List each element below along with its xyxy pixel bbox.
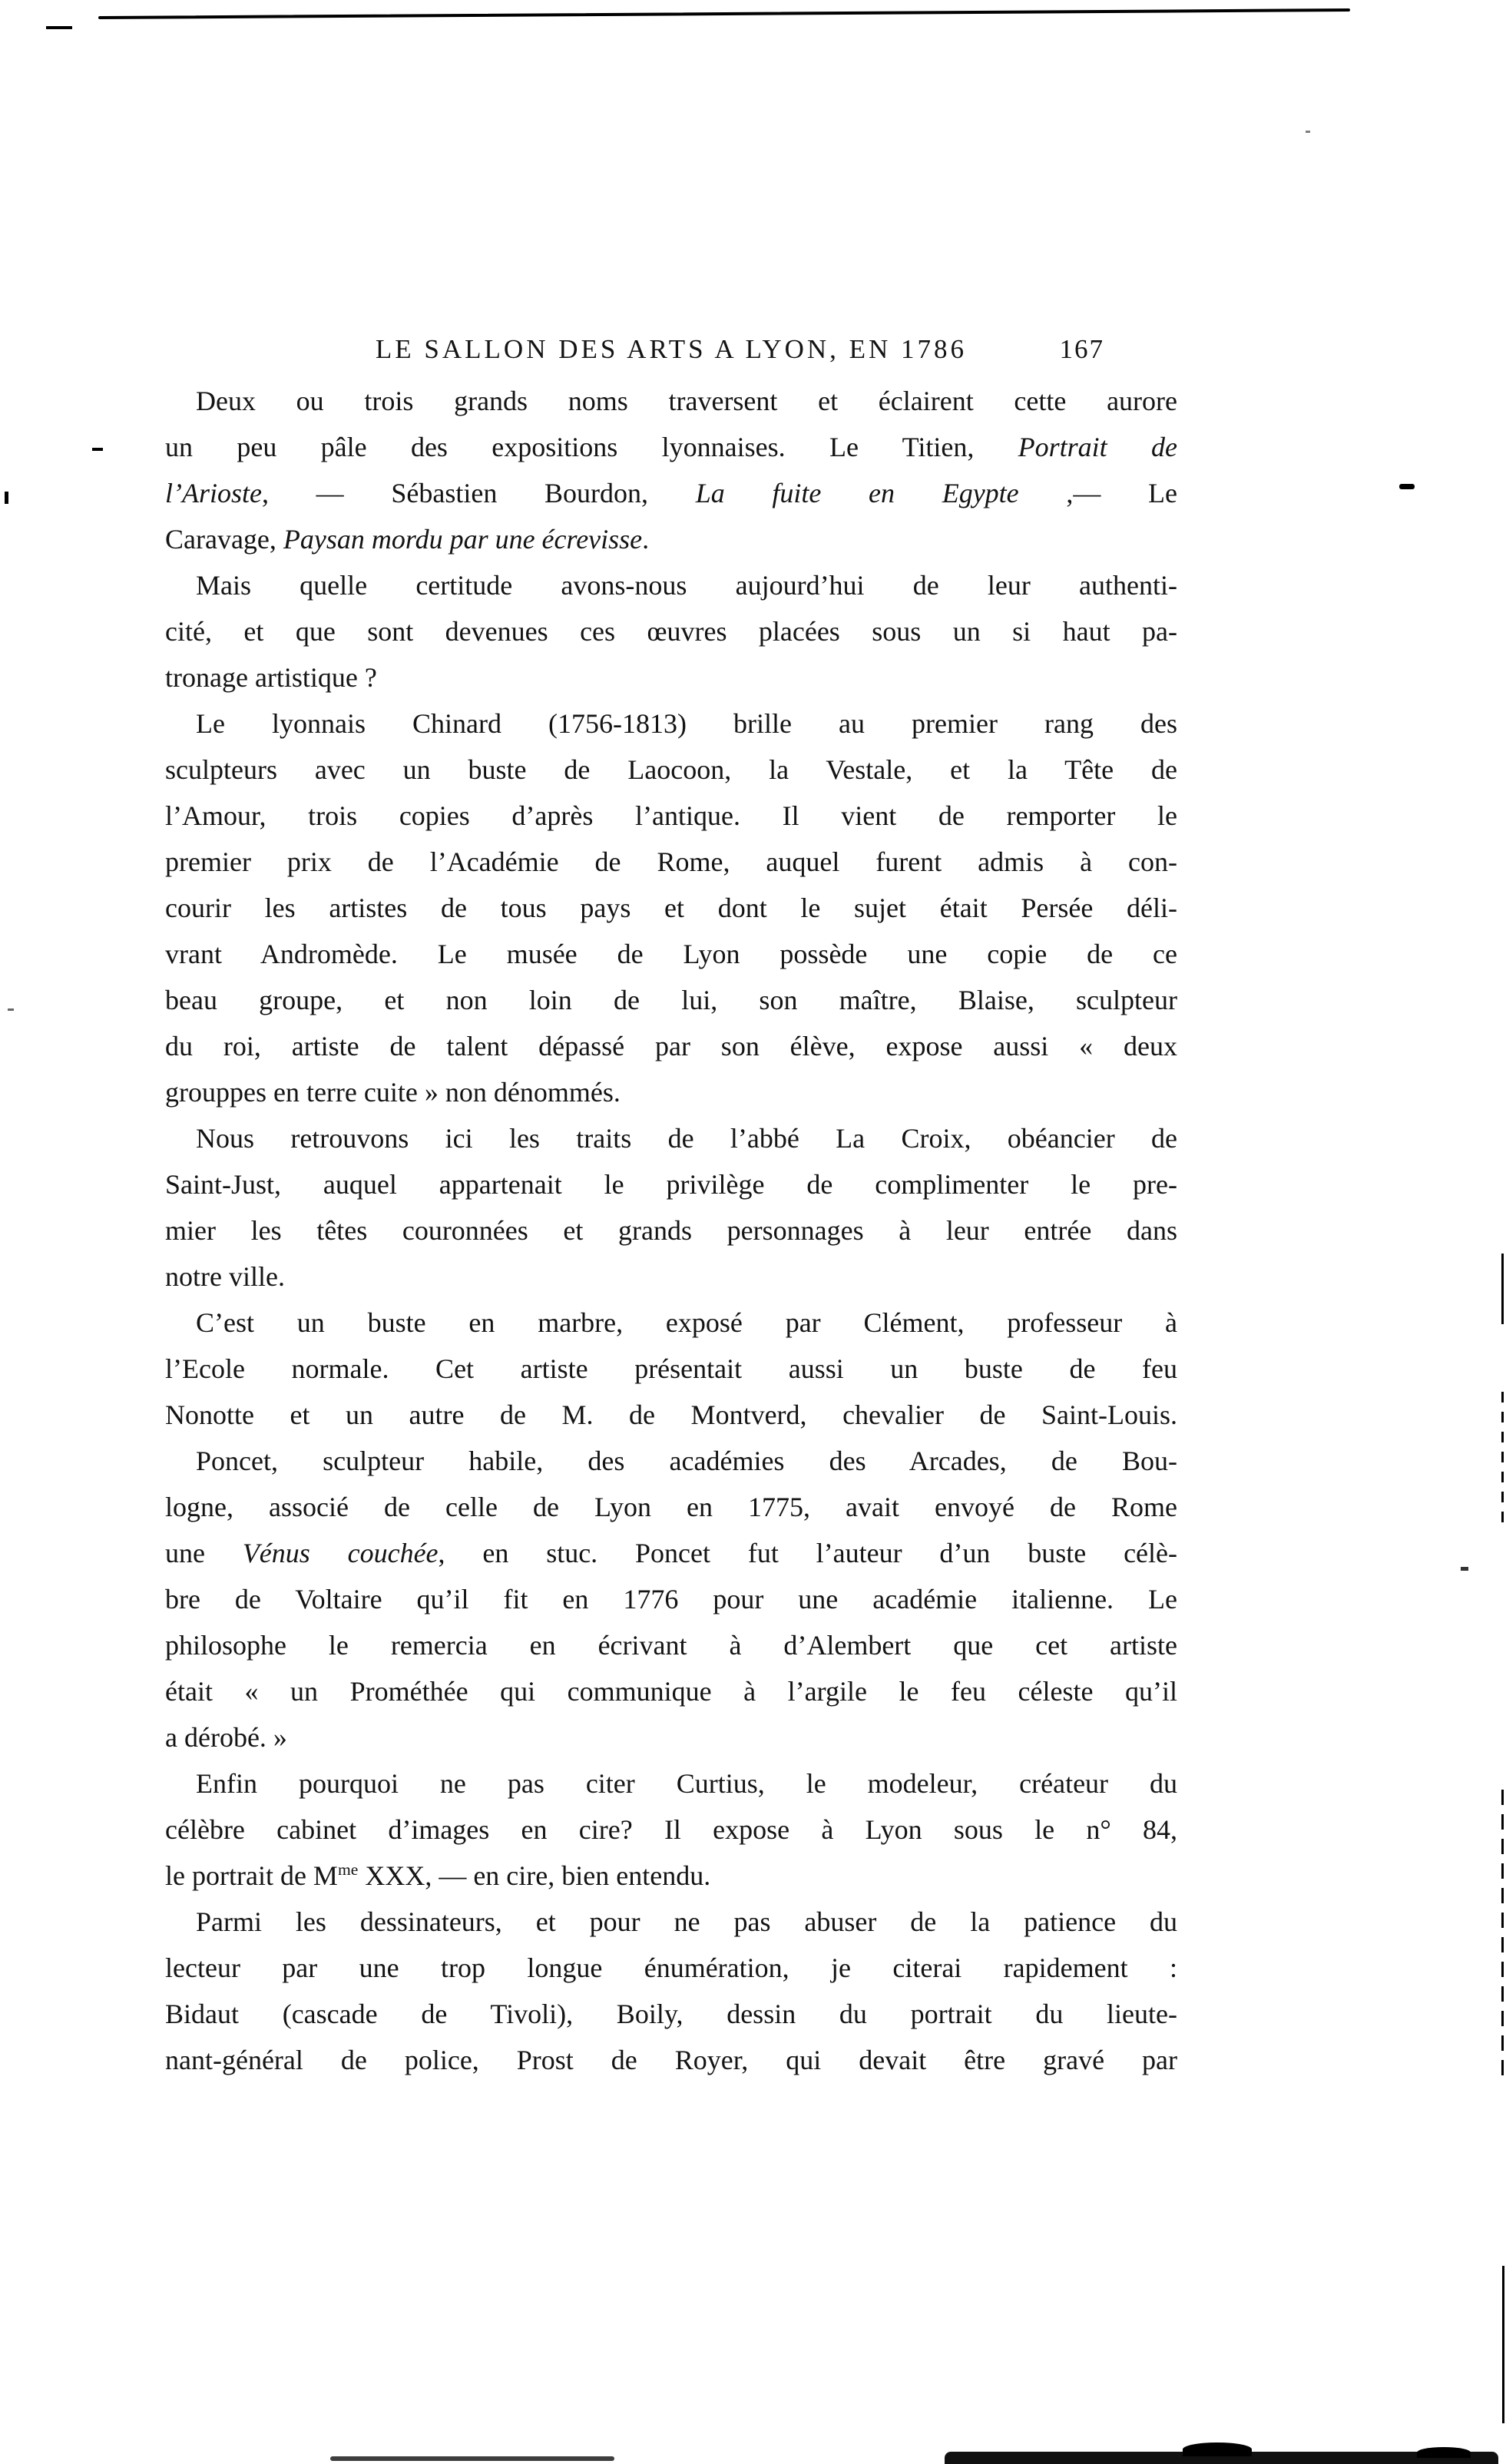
text-run: Nonotte et un autre de M. de Montverd, chevalier de Saint-Louis. bbox=[165, 1399, 1177, 1430]
text-run: grouppes en terre cuite » non dénommés. bbox=[165, 1077, 621, 1108]
text-line bbox=[165, 654, 1177, 700]
scan-artifact-speck bbox=[5, 492, 8, 504]
text-run: , — Sébastien Bourdon, bbox=[261, 478, 696, 508]
text-line bbox=[165, 516, 1177, 562]
text-run: . bbox=[642, 524, 650, 555]
page-title: LE SALLON DES ARTS A LYON, EN 1786 bbox=[375, 334, 968, 364]
running-header bbox=[165, 326, 1177, 373]
paragraph bbox=[165, 562, 1177, 700]
text-line bbox=[165, 1392, 1177, 1438]
text-run: Nous retrouvons ici les traits de l’abbé La Croix, obéancier de bbox=[196, 1123, 1177, 1154]
scan-artifact-bottom-smudge bbox=[1183, 2442, 1252, 2456]
text-line bbox=[165, 977, 1177, 1023]
text-run: Le lyonnais Chinard (1756-1813) brille au premier rang des bbox=[196, 708, 1177, 739]
text-run: Mais quelle certitude avons-nous aujourd’hui de leur authenti- bbox=[196, 570, 1177, 601]
scan-artifact-speck bbox=[1399, 484, 1415, 489]
text-line bbox=[165, 1254, 1177, 1300]
scan-artifact-right-margin-line bbox=[1501, 1392, 1504, 1530]
text-line bbox=[165, 931, 1177, 977]
text-run: lecteur par une trop longue énumération, je citerai rapidement : bbox=[165, 1952, 1177, 1983]
text-line bbox=[165, 1023, 1177, 1069]
text-run: a dérobé. » bbox=[165, 1722, 287, 1753]
italic-run: La fuite en Egypte bbox=[695, 478, 1019, 508]
text-line bbox=[165, 1207, 1177, 1254]
text-line bbox=[165, 747, 1177, 793]
text-run: premier prix de l’Académie de Rome, auquel furent admis à con- bbox=[165, 846, 1177, 877]
text-run: Caravage, bbox=[165, 524, 283, 555]
superscript-run: me bbox=[337, 1860, 359, 1879]
text-line bbox=[165, 1530, 1177, 1576]
text-line bbox=[165, 1714, 1177, 1760]
text-run: Deux ou trois grands noms traversent et éclairent cette aurore bbox=[196, 386, 1177, 416]
page-number: 167 bbox=[1059, 334, 1104, 364]
text-run: était « un Prométhée qui communique à l’argile le feu céleste qu’il bbox=[165, 1676, 1177, 1707]
text-line bbox=[165, 1807, 1177, 1853]
text-line bbox=[165, 608, 1177, 654]
text-line bbox=[165, 1438, 1177, 1484]
text-run: un peu pâle des expositions lyonnaises. Le Titien, bbox=[165, 432, 1018, 462]
text-run: Poncet, sculpteur habile, des académies des Arcades, de Bou- bbox=[196, 1446, 1177, 1476]
text-run: Saint-Just, auquel appartenait le privilège de complimenter le pre- bbox=[165, 1169, 1177, 1200]
paragraph bbox=[165, 1300, 1177, 1438]
scan-artifact-speck bbox=[8, 1008, 14, 1011]
paragraph bbox=[165, 1115, 1177, 1300]
paragraph bbox=[165, 378, 1177, 562]
text-line bbox=[165, 1115, 1177, 1161]
text-run: , en stuc. Poncet fut l’auteur d’un buste célè- bbox=[438, 1538, 1177, 1568]
text-line bbox=[165, 562, 1177, 608]
text-line bbox=[165, 1899, 1177, 1945]
text-line bbox=[165, 1668, 1177, 1714]
text-run: mier les têtes couronnées et grands personnages à leur entrée dans bbox=[165, 1215, 1177, 1246]
text-run: une bbox=[165, 1538, 243, 1568]
scan-artifact-speck bbox=[1461, 1567, 1468, 1571]
text-line bbox=[165, 793, 1177, 839]
italic-run: l’Arioste bbox=[165, 478, 262, 508]
text-line bbox=[165, 2037, 1177, 2083]
text-run: le portrait de M bbox=[165, 1860, 338, 1891]
text-run: cité, et que sont devenues ces œuvres placées sous un si haut pa- bbox=[165, 616, 1177, 647]
text-line bbox=[165, 378, 1177, 424]
paragraph bbox=[165, 1899, 1177, 2083]
text-line bbox=[165, 1760, 1177, 1807]
text-line bbox=[165, 424, 1177, 470]
text-run: tronage artistique ? bbox=[165, 662, 377, 693]
text-run: philosophe le remercia en écrivant à d’Alembert que cet artiste bbox=[165, 1630, 1177, 1661]
paragraph bbox=[165, 1438, 1177, 1760]
text-run: vrant Andromède. Le musée de Lyon possède une copie de ce bbox=[165, 939, 1177, 969]
text-run: beau groupe, et non loin de lui, son maître, Blaise, sculpteur bbox=[165, 985, 1177, 1015]
text-line bbox=[165, 1991, 1177, 2037]
text-line bbox=[165, 470, 1177, 516]
text-run: sculpteurs avec un buste de Laocoon, la Vestale, et la Tête de bbox=[165, 754, 1177, 785]
text-run: l’Amour, trois copies d’après l’antique. Il vient de remporter le bbox=[165, 800, 1177, 831]
scan-artifact-bottom-smudge bbox=[1417, 2447, 1471, 2458]
italic-run: Vénus couchée bbox=[242, 1538, 439, 1568]
text-line bbox=[165, 1576, 1177, 1622]
text-run: notre ville. bbox=[165, 1261, 285, 1292]
paragraph bbox=[165, 700, 1177, 1115]
text-run: courir les artistes de tous pays et dont le sujet était Persée déli- bbox=[165, 893, 1177, 923]
text-line bbox=[165, 1853, 1177, 1899]
text-line bbox=[165, 700, 1177, 747]
text-line bbox=[165, 1161, 1177, 1207]
text-run: Parmi les dessinateurs, et pour ne pas abuser de la patience du bbox=[196, 1906, 1177, 1937]
italic-run: Portrait de bbox=[1018, 432, 1177, 462]
text-run: bre de Voltaire qu’il fit en 1776 pour une académie italienne. Le bbox=[165, 1584, 1177, 1615]
italic-run: Paysan mordu par une écrevisse bbox=[283, 524, 643, 555]
text-line bbox=[165, 839, 1177, 885]
scan-artifact-right-margin-line bbox=[1502, 2266, 1504, 2423]
text-block bbox=[165, 326, 1177, 2083]
text-line bbox=[165, 1346, 1177, 1392]
text-line bbox=[165, 1300, 1177, 1346]
scan-artifact-speck bbox=[1306, 131, 1310, 133]
body-text bbox=[165, 378, 1177, 2083]
scan-artifact-top-dash bbox=[46, 26, 72, 29]
text-run: nant-général de police, Prost de Royer, qui devait être gravé par bbox=[165, 2045, 1177, 2075]
text-run: ,— Le bbox=[1018, 478, 1177, 508]
text-run: C’est un buste en marbre, exposé par Clément, professeur à bbox=[196, 1307, 1177, 1338]
text-line bbox=[165, 885, 1177, 931]
scan-artifact-right-margin-line bbox=[1501, 1790, 1504, 2081]
text-run: l’Ecole normale. Cet artiste présentait aussi un buste de feu bbox=[165, 1353, 1177, 1384]
text-run: Bidaut (cascade de Tivoli), Boily, dessin du portrait du lieute- bbox=[165, 1999, 1177, 2029]
text-line bbox=[165, 1484, 1177, 1530]
text-line bbox=[165, 1069, 1177, 1115]
text-run: logne, associé de celle de Lyon en 1775, avait envoyé de Rome bbox=[165, 1492, 1177, 1522]
text-run: Enfin pourquoi ne pas citer Curtius, le modeleur, créateur du bbox=[196, 1768, 1177, 1799]
text-run: célèbre cabinet d’images en cire? Il expose à Lyon sous le n° 84, bbox=[165, 1814, 1177, 1845]
paragraph bbox=[165, 1760, 1177, 1899]
scan-artifact-speck bbox=[92, 448, 103, 451]
text-run: XXX, — en cire, bien entendu. bbox=[358, 1860, 711, 1891]
text-run: du roi, artiste de talent dépassé par son élève, expose aussi « deux bbox=[165, 1031, 1177, 1061]
text-line bbox=[165, 1622, 1177, 1668]
scan-artifact-bottom-smudge bbox=[330, 2456, 614, 2461]
scan-artifact-top-edge-line bbox=[98, 8, 1350, 19]
scan-artifact-right-margin-line bbox=[1501, 1254, 1504, 1324]
text-line bbox=[165, 1945, 1177, 1991]
